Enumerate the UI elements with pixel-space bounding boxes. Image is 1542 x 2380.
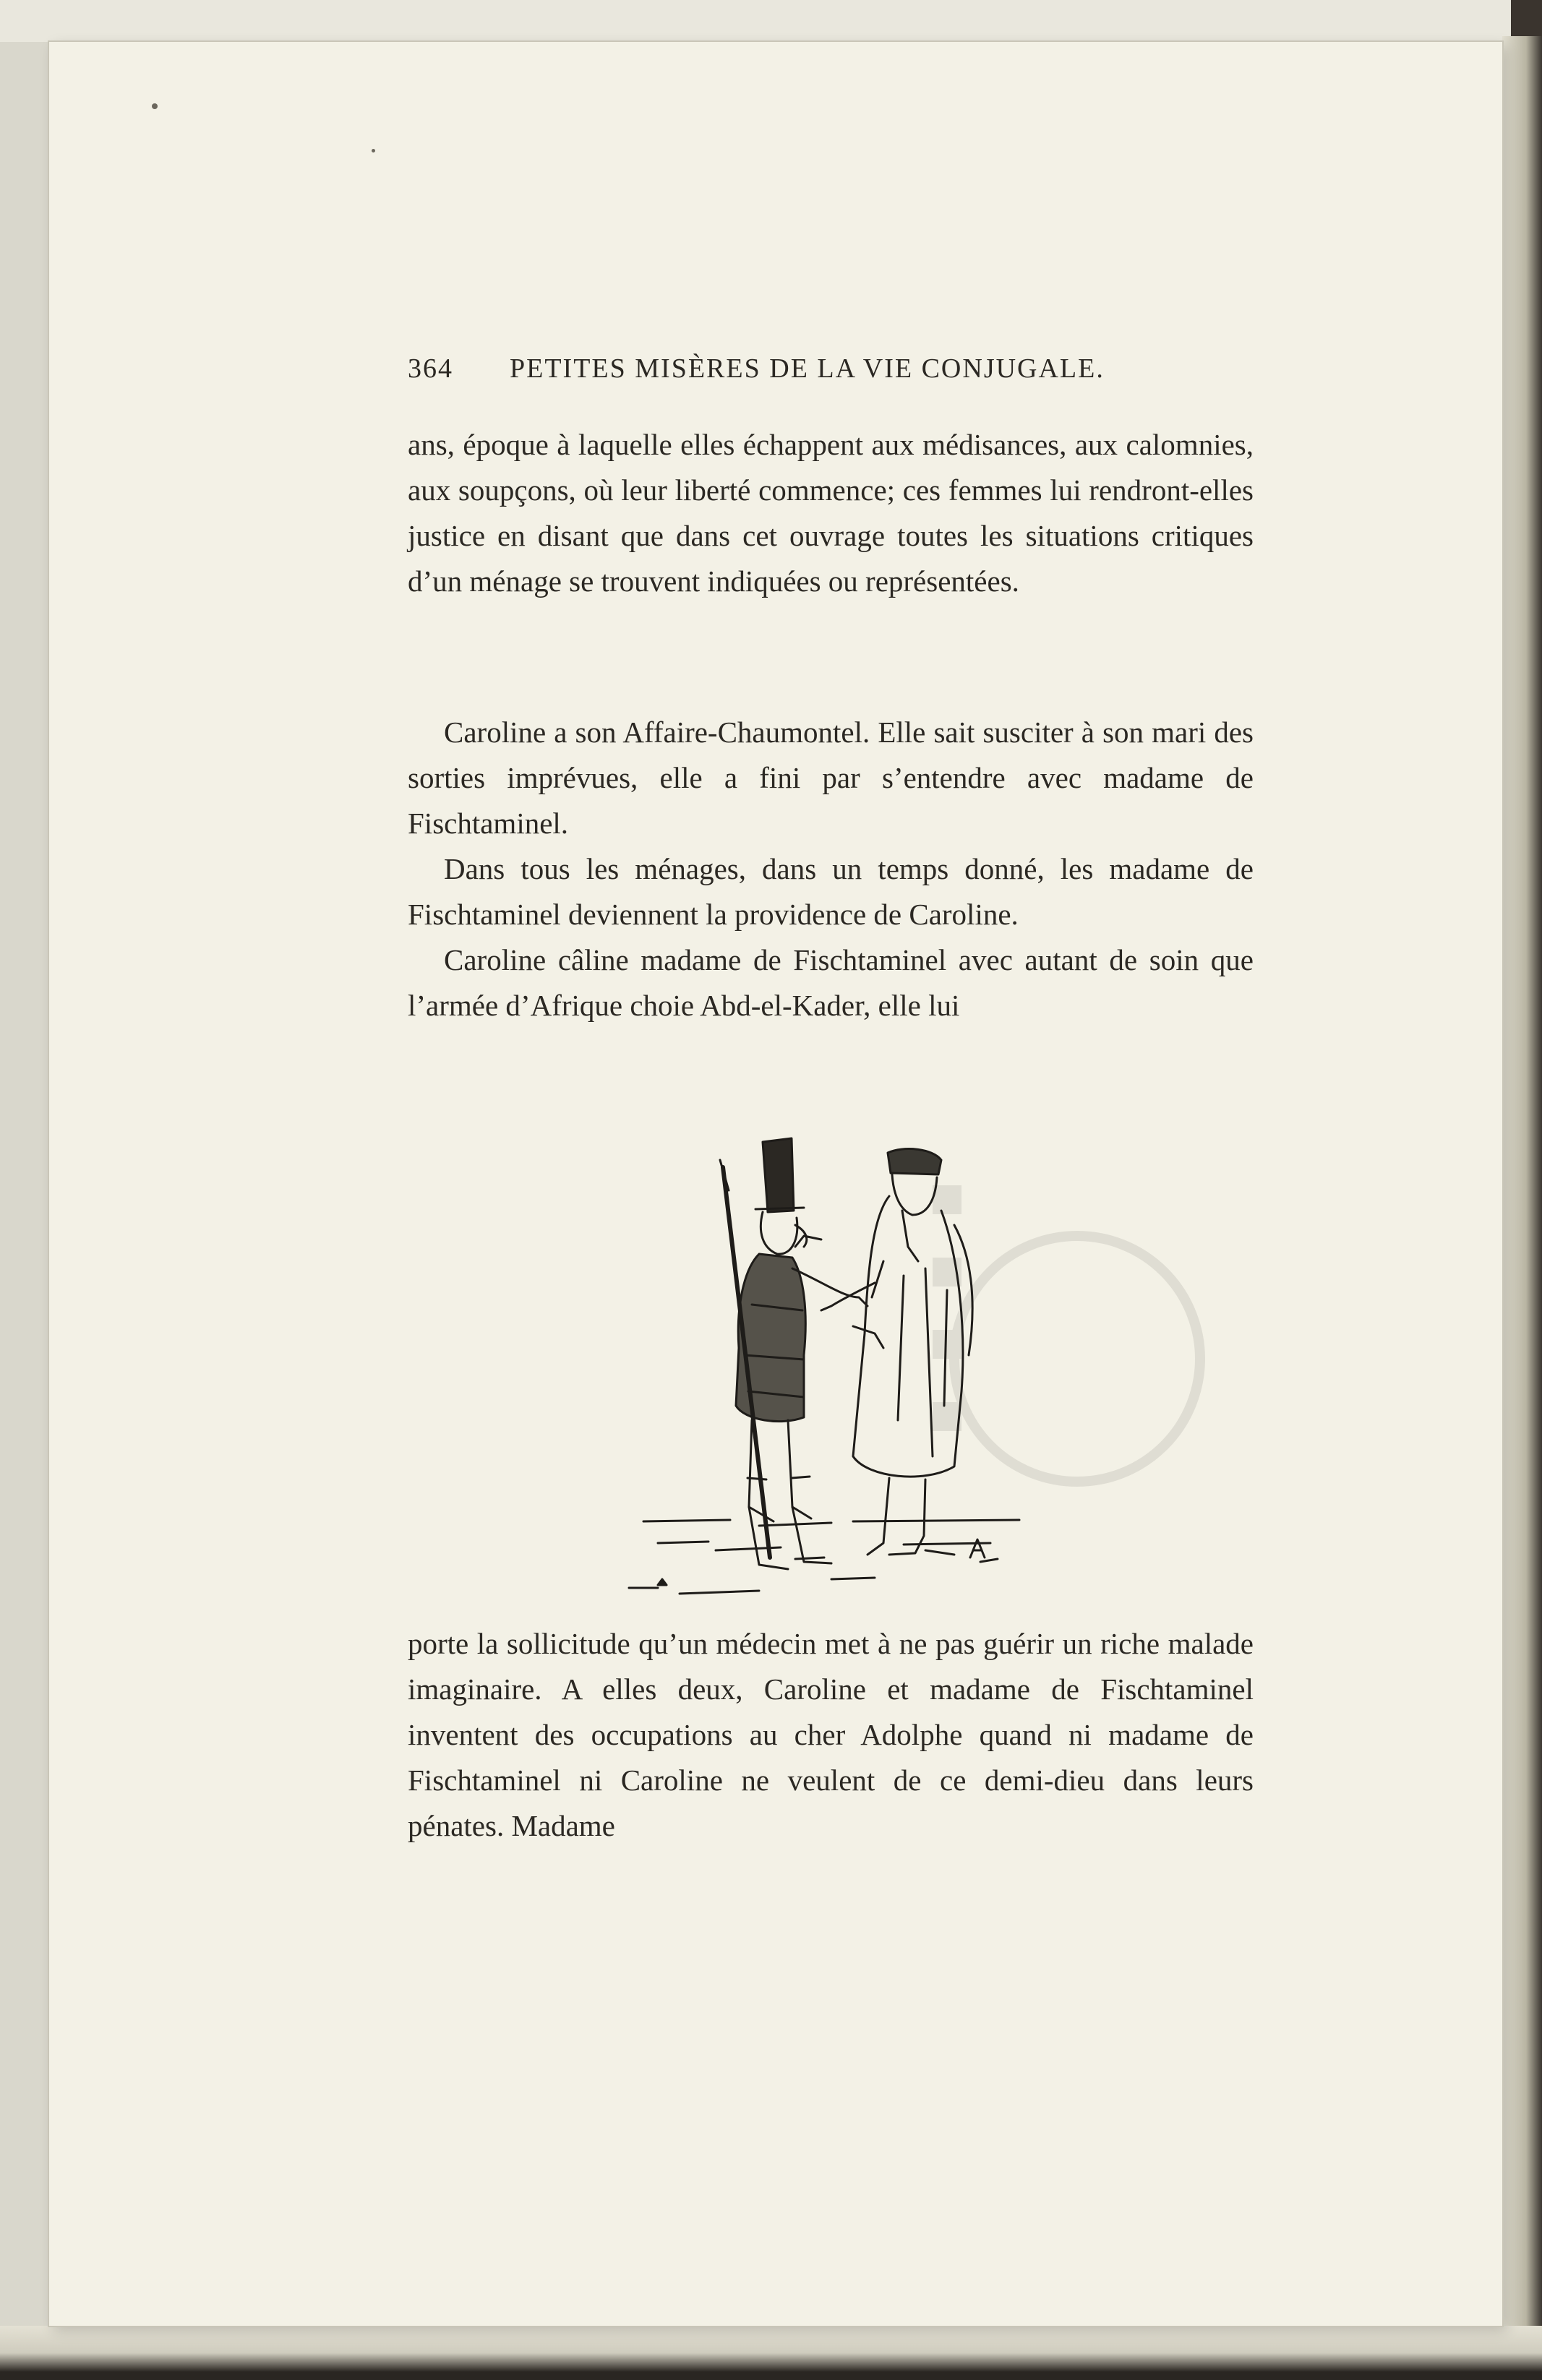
paper-speck [372, 149, 375, 152]
paragraph: Caroline câline madame de Fischtaminel avec autant de soin que l’armée d’Afrique choie Abd-el-Kader, elle lui [408, 943, 1254, 1022]
paragraph: Caroline a son Affaire-Chaumontel. Elle sait susciter à son mari des sorties imprévues, elle a fini par s’entendre avec madame de Fischtaminel. [408, 716, 1254, 840]
running-head [408, 353, 1275, 385]
paper-speck [152, 103, 158, 109]
text-block-bottom [408, 1621, 1254, 1849]
paragraph: porte la sollicitude qu’un médecin met à ne pas guérir un riche malade imaginaire. A elles deux, Caroline et madame de Fischtaminel inventent des occupations au cher Adolphe quand ni madame de Fischtaminel ni Caroline ne veulent de ce demi-dieu dans leurs pénates. Madame [408, 1627, 1254, 1842]
running-title: PETITES MISÈRES DE LA VIE CONJUGALE. [510, 353, 1105, 384]
page-stack-edge [1502, 36, 1542, 2334]
page-bottom-edge [0, 2326, 1542, 2380]
text-block-middle [408, 710, 1254, 1028]
page-number: 364 [408, 353, 453, 384]
engraving-soldier-and-arab-icon [614, 1117, 1034, 1608]
paragraph: Dans tous les ménages, dans un temps donné, les madame de Fischtaminel deviennent la providence de Caroline. [408, 852, 1254, 931]
paragraph: ans, époque à laquelle elles échappent aux médisances, aux calomnies, aux soupçons, où leur liberté commence; ces femmes lui rendront-elles justice en disant que dans cet ouvrage toutes les situations critiques d’un ménage se trouvent indiquées ou représentées. [408, 428, 1254, 598]
page-top-edge [0, 0, 1542, 42]
text-block-top [408, 422, 1254, 604]
